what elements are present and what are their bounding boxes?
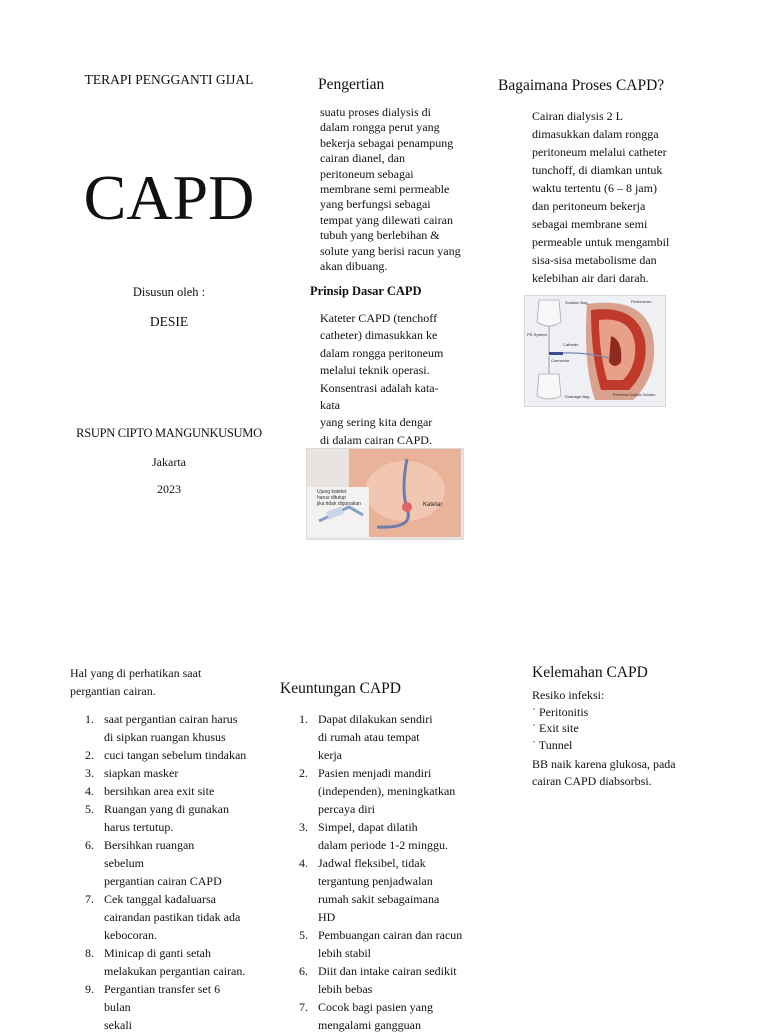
text-line: tempat yang dilewati cairan	[320, 212, 453, 227]
text-line: BB naik karena glukosa, pada	[532, 757, 676, 772]
text-line: Cairan dialysis 2 L	[532, 109, 623, 123]
list-item-line: percaya diri	[318, 802, 375, 816]
list-item	[282, 818, 462, 854]
list-item-line: Pasien menjadi mandiri	[318, 766, 432, 780]
list-item	[68, 980, 246, 1034]
list-item-line: Diit dan intake cairan sedikit	[318, 964, 457, 978]
figure-label: Katetar	[423, 502, 443, 508]
text-line: catheter) dimasukkan ke	[320, 328, 438, 343]
text-line: dan peritoneum bekerja	[532, 199, 646, 213]
list-item-line: bulan	[104, 1000, 131, 1014]
list-item-line: Ruangan yang di gunakan	[104, 802, 229, 816]
list-item	[282, 710, 462, 764]
list-item	[282, 854, 462, 926]
list-number: 5.	[299, 928, 308, 942]
text-line: sebagai membrane semi	[532, 217, 648, 231]
kelemahan-text	[532, 687, 676, 790]
text-line: dalam rongga peritoneum	[320, 345, 444, 360]
text-line: tubuh yang berlebihan &	[320, 228, 440, 243]
list-number: 7.	[299, 1000, 308, 1014]
list-item	[282, 764, 462, 818]
list-item	[68, 710, 246, 746]
figure-label: jika tidak digunakan	[317, 501, 361, 507]
bullet-mark: ˙	[532, 721, 536, 736]
text-line: cairan CAPD diabsorbsi.	[532, 773, 652, 788]
list-item-line: Dapat dilakukan sendiri	[318, 712, 433, 726]
list-number: 2.	[299, 766, 308, 780]
list-item-line: (independen), meningkatkan	[318, 784, 456, 798]
text-line: yang berfungsi sebagai	[320, 197, 431, 212]
text-line: waktu tertentu (6 – 8 jam)	[532, 181, 657, 195]
list-item-line: harus tertutup.	[104, 820, 174, 834]
bullet-item	[532, 704, 676, 721]
list-item-line: rumah sakit sebagaimana	[318, 892, 440, 906]
figure-label: Drainage Bag	[565, 394, 590, 399]
list-item-line: Pergantian transfer set 6	[104, 982, 221, 996]
city: Jakarta	[152, 455, 186, 469]
pengertian-text	[320, 105, 461, 274]
heading-line: pergantian cairan.	[70, 683, 156, 698]
figure-label: Ujung kateter	[317, 489, 347, 495]
list-item	[68, 944, 246, 980]
list-number: 1.	[299, 712, 308, 726]
capd-illustration	[525, 296, 665, 406]
text-line: cairan dianel, dan	[320, 151, 405, 166]
list-item-line: di rumah atau tempat	[318, 730, 420, 744]
list-item-line: lebih bebas	[318, 982, 373, 996]
list-number: 1.	[85, 712, 94, 726]
list-item-line: Bersihkan ruangan	[104, 838, 195, 852]
list-item-line: bersihkan area exit site	[104, 784, 215, 798]
list-number: 4.	[299, 856, 308, 870]
text-line: peritoneum melalui catheter	[532, 145, 667, 159]
list-item-line: cairandan pastikan tidak ada	[104, 910, 241, 924]
text-line: dimasukkan dalam rongga	[532, 127, 659, 141]
figure-label: Solution Bag	[565, 300, 588, 305]
text-line: Kateter CAPD (tenchoff	[320, 311, 438, 325]
text-line: tunchoff, di diamkan untuk	[532, 163, 663, 177]
heading-line: Hal yang di perhatikan saat	[70, 666, 202, 680]
list-item	[68, 782, 246, 800]
bullet-mark: ˙	[532, 704, 536, 719]
keuntungan-list	[282, 710, 462, 1034]
list-item-line: tergantung penjadwalan	[318, 874, 433, 888]
bullet-text: Exit site	[539, 721, 579, 736]
list-item	[282, 926, 462, 962]
institution: RSUPN CIPTO MANGUNKUSUMO	[76, 426, 262, 440]
list-item-line: melakukan pergantian cairan.	[104, 964, 246, 978]
text-line: suatu proses dialysis di	[320, 105, 431, 119]
keuntungan-heading: Keuntungan CAPD	[280, 680, 401, 697]
author-name: DESIE	[149, 314, 189, 329]
text-line: kelebihan air dari darah.	[532, 271, 649, 285]
catheter-photo	[306, 448, 464, 540]
list-item-line: kerja	[318, 748, 342, 762]
list-item-line: saat pergantian cairan harus	[104, 712, 238, 726]
text-line: Konsentrasi adalah kata-	[320, 380, 439, 395]
prinsip-heading: Prinsip Dasar CAPD	[310, 284, 422, 298]
year: 2023	[157, 482, 181, 496]
perhatikan-list	[68, 710, 246, 1034]
list-item-line: mengalami gangguan	[318, 1018, 421, 1032]
figure-label: Catheter	[563, 342, 579, 347]
list-number: 5.	[85, 802, 94, 816]
list-item-line: di sipkan ruangan khusus	[104, 730, 226, 744]
text-line: melalui teknik operasi.	[320, 363, 430, 378]
list-number: 4.	[85, 784, 94, 798]
text-line: di dalam cairan CAPD.	[320, 432, 432, 447]
capd-diagram	[524, 295, 666, 407]
perhatikan-heading	[70, 665, 201, 700]
figure-label: Peritoneum	[631, 299, 652, 304]
list-item	[68, 746, 246, 764]
list-item-line: sekali	[104, 1018, 132, 1032]
list-item-line: Jadwal fleksibel, tidak	[318, 856, 426, 870]
text-line: kata	[320, 398, 340, 413]
list-number: 2.	[85, 748, 94, 762]
list-item-line: cuci tangan sebelum tindakan	[104, 748, 247, 762]
list-item	[68, 764, 246, 782]
list-item	[68, 890, 246, 944]
list-number: 3.	[85, 766, 94, 780]
text-line: akan dibuang.	[320, 259, 388, 274]
cover-title: CAPD	[83, 162, 255, 233]
list-number: 6.	[85, 838, 94, 852]
text-line: membrane semi permeable	[320, 182, 450, 197]
bullet-mark: ˙	[532, 737, 536, 752]
list-item-line: Cocok bagi pasien yang	[318, 1000, 433, 1014]
list-number: 3.	[299, 820, 308, 834]
text-line: bekerja sebagai penampung	[320, 135, 454, 150]
list-item-line: Cek tanggal kadaluarsa	[104, 892, 216, 906]
bullet-item	[532, 720, 676, 737]
list-item-line: dalam periode 1-2 minggu.	[318, 838, 448, 852]
list-item-line: Pembuangan cairan dan racun	[318, 928, 463, 942]
bullet-item	[532, 737, 676, 754]
pengertian-heading: Pengertian	[318, 76, 385, 93]
list-item	[68, 836, 246, 890]
list-number: 6.	[299, 964, 308, 978]
cover-subtitle: TERAPI PENGGANTI GIJAL	[84, 72, 254, 87]
text-line: sisa-sisa metabolisme dan	[532, 253, 657, 267]
list-item-line: pergantian cairan CAPD	[104, 874, 222, 888]
list-item-line: HD	[318, 910, 336, 924]
author-label: Disusun oleh :	[132, 285, 206, 299]
bullet-text: Tunnel	[538, 737, 573, 752]
list-item-line: sebelum	[104, 856, 144, 870]
list-item	[68, 800, 246, 836]
list-item-line: lebih stabil	[318, 946, 371, 960]
bullet-text: Peritonitis	[539, 704, 589, 719]
list-number: 7.	[85, 892, 94, 906]
catheter-illustration	[307, 449, 463, 539]
text-line: solute yang berisi racun yang	[320, 243, 461, 258]
proses-text	[532, 107, 669, 287]
list-item	[282, 962, 462, 998]
list-item-line: kebocoran.	[104, 928, 157, 942]
list-item-line: Minicap di ganti setah	[104, 946, 211, 960]
text-line: peritoneum sebagai	[320, 166, 414, 181]
figure-label: Connector	[551, 358, 570, 363]
text-line: yang sering kita dengar	[320, 415, 433, 430]
text-line: permeable untuk mengambil	[532, 235, 670, 249]
list-item-line: siapkan masker	[104, 766, 179, 780]
text-line: dalam rongga perut yang	[320, 120, 440, 135]
list-number: 8.	[85, 946, 94, 960]
list-item-line: Simpel, dapat dilatih	[318, 820, 418, 834]
proses-heading: Bagaimana Proses CAPD?	[498, 77, 665, 94]
list-item	[282, 998, 462, 1034]
kelemahan-heading: Kelemahan CAPD	[532, 664, 648, 681]
figure-label: harus ditutup	[317, 495, 346, 501]
prinsip-text	[320, 310, 443, 449]
figure-label: Peritoneal Dialysis Solution	[613, 393, 656, 397]
figure-label: PD System	[527, 332, 548, 337]
kelemahan-intro: Resiko infeksi:	[532, 688, 605, 702]
list-number: 9.	[85, 982, 94, 996]
